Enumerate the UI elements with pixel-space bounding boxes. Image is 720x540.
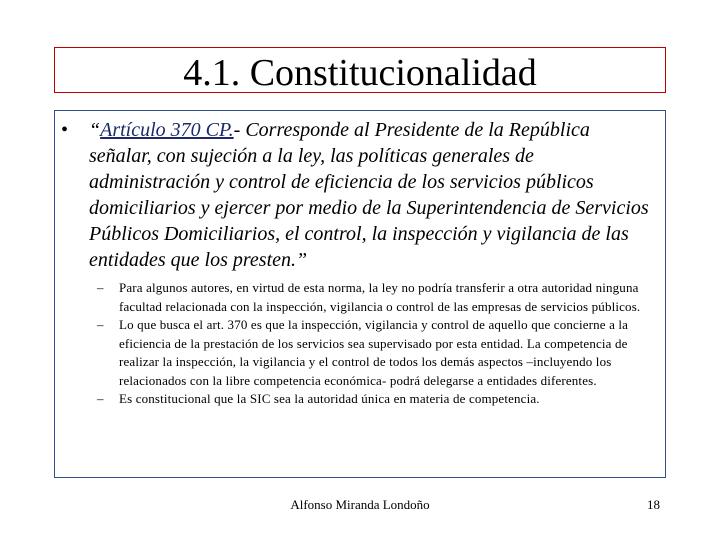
sub-bullet-dash: – [97, 280, 104, 295]
sub-bullet-item [95, 316, 655, 390]
sub-bullet-list [95, 279, 655, 409]
footer-author: Alfonso Miranda Londoño [290, 497, 430, 512]
sub-bullet-text: Para algunos autores, en virtud de esta norma, la ley no podría transferir a otra autoridad ninguna facultad relacionada con la inspección, vigilancia o control de las empresas de servicios públicos. [119, 280, 641, 314]
sub-bullet-text: Lo que busca el art. 370 es que la inspección, vigilancia y control de aquello que concierne a la eficiencia de la prestación de los servicios sea supervisado por esta entidad. La competencia de realizar la inspección, la vigilancia y el control de todos los demás aspectos –incluyendo los relacionados con la libre competencia económica- podrá delegarse a entidades diferentes. [119, 317, 629, 388]
sub-bullet-text: Es constitucional que la SIC sea la autoridad única en materia de competencia. [119, 391, 540, 406]
bullet-marker: • [61, 119, 69, 141]
sub-bullet-dash: – [97, 317, 104, 332]
page-number: 18 [647, 497, 660, 512]
slide-title-box [54, 47, 666, 93]
article-reference: Artículo 370 CP. [100, 119, 234, 141]
content-box [54, 110, 666, 478]
sub-bullet-item [95, 279, 655, 316]
quote-text: - Corresponde al Presidente de la República señalar, con sujeción a la ley, las políticas generales de administración y control de eficiencia de los servicios públicos domiciliarios y ejercer por medio de la Superintendencia de Servicios Públicos Domiciliarios, el control, la inspección y vigilancia de las entidades que los presten.” [89, 119, 649, 271]
slide-title: 4.1. Constitucionalidad [183, 52, 537, 94]
sub-bullet-dash: – [97, 391, 104, 406]
sub-bullet-item [95, 390, 655, 409]
open-quote: “ [89, 119, 101, 141]
article-quote [89, 117, 657, 273]
